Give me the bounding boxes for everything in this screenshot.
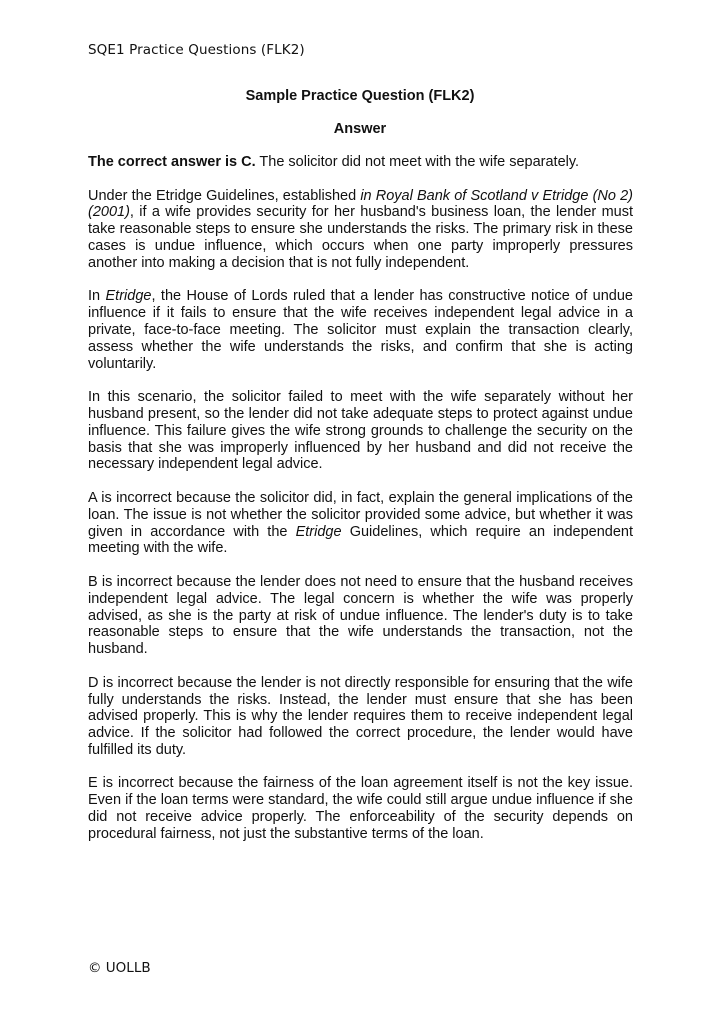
paragraph-text: Guidelines, which require an independent meeting with the wife.: [88, 523, 633, 557]
case-citation: in Royal Bank of Scotland v Etridge (No 2) (2001): [88, 187, 633, 221]
page-header: SQE1 Practice Questions (FLK2): [88, 42, 305, 58]
case-name: Etridge: [105, 288, 152, 305]
paragraph-option-e: E is incorrect because the fairness of the loan agreement itself is not the key issue. Even if the loan terms were standard, the wife could still argue undue influence if she did not receive advice properly. The enforceability of the security depends on procedural fairness, not just the substantive terms of the loan.: [88, 775, 633, 842]
case-name: Etridge: [295, 523, 342, 540]
paragraph-option-d: D is incorrect because the lender is not directly responsible for ensuring that the wife fully understands the risks. Instead, the lender must ensure that she has been advised properly. This is why the lender requires them to receive independent legal advice. If the solicitor had followed the correct procedure, the lender would have fulfilled its duty.: [88, 674, 633, 758]
paragraph-text: Under the Etridge Guidelines, established: [88, 187, 361, 204]
paragraph-option-b: B is incorrect because the lender does not need to ensure that the husband receives independent legal advice. The legal concern is whether the wife was properly advised, as she is the party at risk of undue influence. The lender's duty is to take reasonable steps to ensure that the wife understands the transaction, not the husband.: [88, 573, 633, 658]
page-title: Sample Practice Question (FLK2): [245, 88, 475, 104]
paragraph-text: , if a wife provides security for her husband's business loan, the lender must take reasonable steps to ensure she understands the risks. The primary risk in these cases is undue influence, which occurs when one party improperly pressures another into making a decision that is not fully independent.: [88, 204, 633, 271]
paragraph-text: A is incorrect because the solicitor did, in fact, explain the general implications of the loan. The issue is not whether the solicitor provided some advice, but whether it was given in accordance with the: [88, 489, 633, 540]
paragraph-house-of-lords: [88, 288, 633, 372]
correct-answer-text: The solicitor did not meet with the wife separately.: [255, 154, 580, 170]
paragraph-text: , the House of Lords ruled that a lender has constructive notice of undue influence if it fails to ensure that the wife receives independent legal advice in a private, face-to-face meeting. The solicitor must explain the transaction clearly, assess whether the wife understands the risks, and confirm that she is acting voluntarily.: [88, 288, 634, 372]
answer-body: [88, 154, 633, 859]
paragraph-scenario: In this scenario, the solicitor failed to meet with the wife separately without her husband present, so the lender did not take adequate steps to protect against undue influence. This failure gives the wife strong grounds to challenge the security on the basis that she was improperly influenced by her husband and did not receive the necessary independent legal advice.: [88, 389, 633, 473]
section-title: Answer: [333, 121, 387, 137]
copyright-footer: © UOLLB: [88, 960, 151, 976]
paragraph-option-a: [88, 490, 633, 557]
paragraph-etridge-guidelines: [88, 188, 633, 272]
correct-answer-lead: The correct answer is C.: [88, 154, 256, 170]
correct-answer-statement: [88, 154, 633, 171]
paragraph-text: In: [88, 288, 106, 305]
